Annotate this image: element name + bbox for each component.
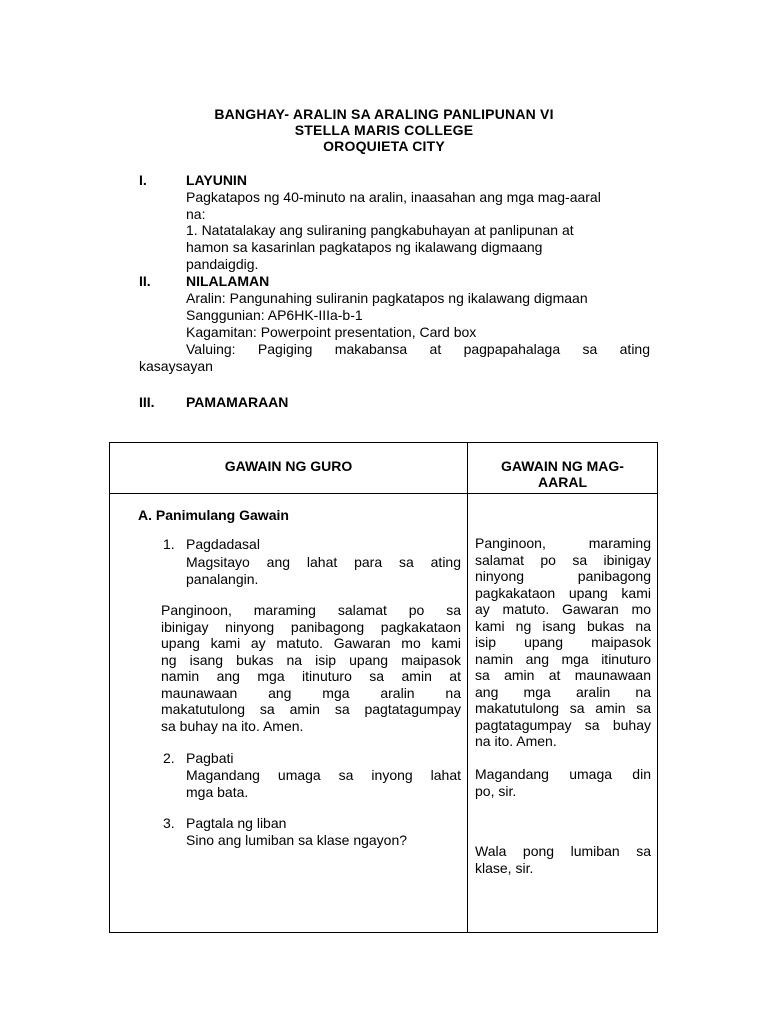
teacher-prayer-line: namin ang mga itinuturo sa amin at — [161, 668, 461, 684]
student-prayer-line: ang mga aralin na — [475, 683, 651, 700]
item-title-pagtala: Pagtala ng liban — [186, 815, 287, 831]
teacher-prayer-line: Panginoon, maraming salamat po sa — [161, 602, 461, 618]
layunin-heading: LAYUNIN — [186, 172, 247, 188]
col-header-magaaral: GAWAIN NG MAG- — [501, 458, 624, 474]
teacher-prayer — [161, 602, 461, 734]
layunin-objective-line: hamon sa kasarinlan pagkatapos ng ikalawang digmaang — [186, 239, 543, 255]
section-number-2: II. — [139, 273, 151, 289]
sanggunian-line: Sanggunian: AP6HK-IIIa-b-1 — [186, 307, 363, 323]
student-prayer-line: isip upang maipasok — [475, 634, 651, 650]
item-number: 2. — [163, 750, 175, 766]
student-prayer — [475, 535, 651, 750]
student-prayer-line: namin ang mga itinuturo — [475, 650, 651, 667]
item-title-pagdadasal: Pagdadasal — [186, 536, 260, 552]
section-number-3: III. — [139, 394, 155, 410]
col-header-guro: GAWAIN NG GURO — [224, 458, 353, 474]
layunin-text-line: Pagkatapos ng 40-minuto na aralin, inaasahan ang mga mag-aaral — [186, 189, 601, 205]
student-prayer-line: kami ng isang bukas na — [475, 617, 651, 634]
city-name: OROQUIETA CITY — [323, 138, 445, 154]
layunin-objective-line: 1. Natatalakay ang suliraning pangkabuhayan at panlipunan at — [186, 222, 574, 238]
teacher-prayer-line: sa buhay na ito. Amen. — [161, 717, 304, 734]
student-prayer-line: pagtatagumpay sa buhay — [475, 716, 651, 733]
item-number: 3. — [163, 815, 175, 831]
table-header-divider — [109, 493, 658, 494]
teacher-instruction-line: panalangin. — [186, 571, 259, 587]
aralin-line: Aralin: Pangunahing suliranin pagkatapos ng ikalawang digmaan — [186, 290, 588, 306]
table-column-divider — [467, 442, 468, 933]
teacher-greeting-line: Magandang umaga sa inyong lahat — [186, 767, 461, 783]
student-absence-line: klase, sir. — [475, 859, 534, 876]
student-greeting-line: po, sir. — [475, 782, 517, 799]
student-prayer-line: ay matuto. Gawaran mo — [475, 601, 651, 617]
layunin-objective-line: pandaigdig. — [186, 256, 259, 272]
teacher-prayer-line: makatutulong sa amin sa pagtatagumpay — [161, 701, 461, 717]
student-greeting-line: Magandang umaga din — [475, 766, 651, 782]
kagamitan-line: Kagamitan: Powerpoint presentation, Card box — [186, 324, 477, 340]
section-a-heading: A. Panimulang Gawain — [138, 507, 289, 523]
item-title-pagbati: Pagbati — [186, 750, 234, 766]
student-prayer-line: Panginoon, maraming — [475, 535, 651, 551]
teacher-prayer-line: ibinigay ninyong panibagong pagkakataon — [161, 618, 461, 635]
pamamaraan-heading: PAMAMARAAN — [186, 394, 289, 410]
student-attendance-answer — [475, 843, 651, 876]
student-prayer-line: na ito. Amen. — [475, 733, 557, 749]
teacher-instruction-line: Magsitayo ang lahat para sa ating — [186, 554, 461, 570]
layunin-text-line: na: — [186, 206, 206, 222]
nilalaman-heading: NILALAMAN — [186, 273, 270, 289]
student-prayer-line: salamat po sa ibinigay — [475, 551, 651, 568]
document-title: BANGHAY- ARALIN SA ARALING PANLIPUNAN VI — [214, 106, 554, 122]
student-greeting — [475, 766, 651, 799]
school-name: STELLA MARIS COLLEGE — [294, 122, 474, 138]
valuing-line: Valuing: Pagiging makabansa at pagpapahalaga sa ating — [186, 341, 650, 357]
valuing-line-cont: kasaysayan — [139, 358, 213, 374]
teacher-prayer-line: maunawaan ang mga aralin na — [161, 684, 461, 701]
student-prayer-line: ninyong panibagong — [475, 568, 651, 584]
student-prayer-line: makatutulong sa amin sa — [475, 700, 651, 716]
student-prayer-line: pagkakataon upang kami — [475, 584, 651, 601]
section-number-1: I. — [139, 172, 147, 188]
item-number: 1. — [163, 536, 175, 552]
teacher-greeting-line: mga bata. — [186, 784, 249, 800]
teacher-prayer-line: upang kami ay matuto. Gawaran mo kami — [161, 635, 461, 651]
student-prayer-line: sa amin at maunawaan — [475, 667, 651, 683]
teacher-attendance-question: Sino ang lumiban sa klase ngayon? — [186, 832, 408, 848]
student-absence-line: Wala pong lumiban sa — [475, 843, 651, 859]
teacher-prayer-line: ng isang bukas na isip upang maipasok — [161, 651, 461, 668]
col-header-magaaral-cont: AARAL — [538, 474, 587, 490]
